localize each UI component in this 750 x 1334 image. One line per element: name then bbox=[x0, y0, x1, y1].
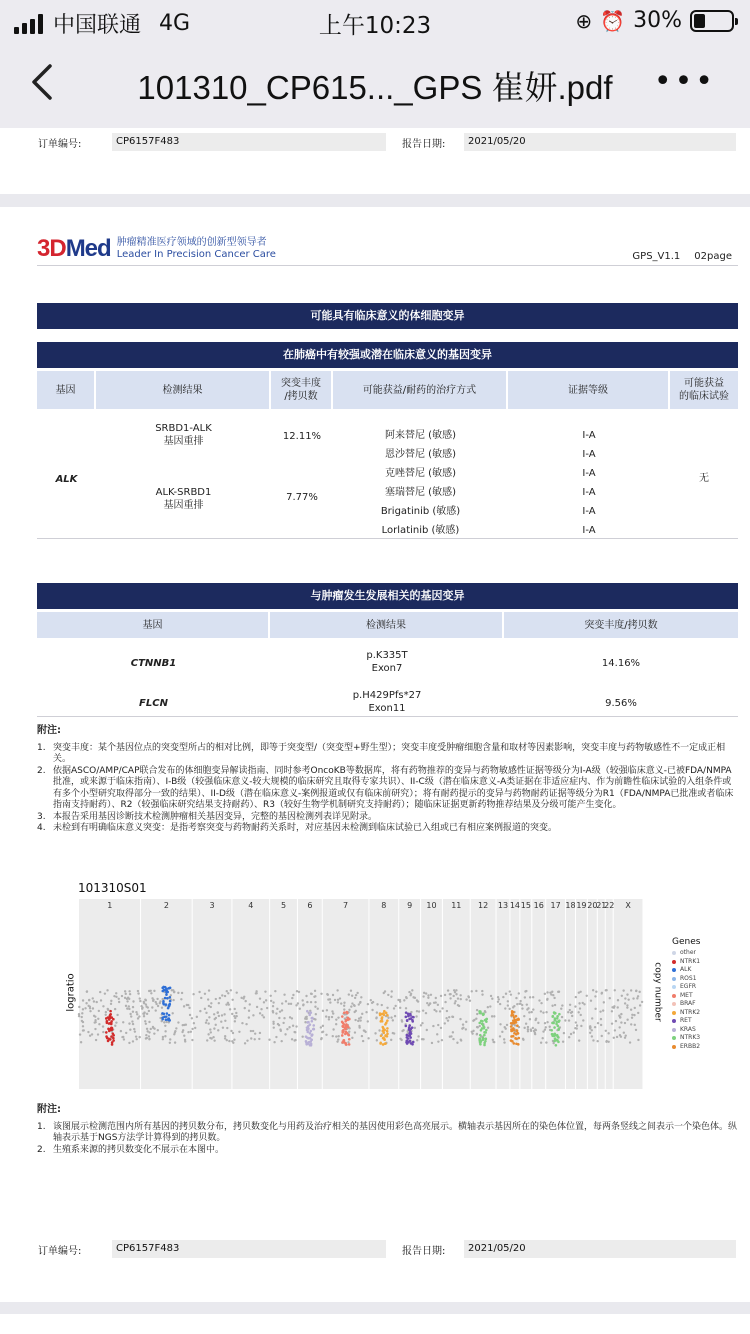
lung-table-header: 基因 检测结果 突变丰度 /拷贝数 可能获益/耐药的治疗方式 证据等级 可能获益 的临床试验 bbox=[37, 371, 738, 409]
legend-item: ALK bbox=[672, 966, 700, 975]
gene-alk: ALK bbox=[55, 474, 78, 485]
legend-item: NTRK2 bbox=[672, 1009, 700, 1018]
plot-legend bbox=[672, 949, 700, 1051]
abundance-flcn: 9.56% bbox=[605, 698, 637, 709]
chromosome-label: 11 bbox=[451, 901, 462, 910]
status-bar bbox=[0, 0, 750, 42]
plot-title: 101310S01 bbox=[78, 881, 147, 895]
pdf-page-2 bbox=[0, 207, 750, 1302]
back-icon[interactable] bbox=[30, 62, 70, 106]
result-2: ALK-SRBD1 基因重排 bbox=[155, 487, 212, 511]
chromosome-label: 18 bbox=[565, 901, 576, 910]
chromosome-label: 5 bbox=[281, 901, 287, 910]
copy-number-scatter bbox=[58, 877, 688, 1117]
section-tumor-title: 与肿瘤发生发展相关的基因变异 bbox=[37, 583, 738, 609]
chromosome-label: 9 bbox=[407, 901, 413, 910]
chromosome-label: 17 bbox=[550, 901, 561, 910]
chromosome-label: 10 bbox=[426, 901, 437, 910]
chromosome-label: 19 bbox=[576, 901, 587, 910]
legend-item: other bbox=[672, 949, 700, 958]
section-lung-title: 在肺癌中有较强或潜在临床意义的基因变异 bbox=[37, 342, 738, 368]
clock: 上午10:23 bbox=[318, 13, 432, 39]
abundance-ctnnb1: 14.16% bbox=[601, 658, 641, 669]
gene-ctnnb1: CTNNB1 bbox=[130, 658, 177, 669]
result-flcn: p.H429Pfs*27 Exon11 bbox=[352, 690, 422, 714]
chromosome-label: 8 bbox=[381, 901, 387, 910]
section-main-title: 可能具有临床意义的体细胞变异 bbox=[37, 303, 738, 329]
chromosome-label: 13 bbox=[497, 901, 509, 910]
rotation-lock-icon: ⊕ bbox=[575, 8, 593, 33]
gene-flcn: FLCN bbox=[139, 698, 168, 709]
order-bar bbox=[38, 132, 738, 152]
chromosome-label: 7 bbox=[343, 901, 349, 910]
chromosome-label: 14 bbox=[509, 901, 520, 910]
legend-item: NTRK3 bbox=[672, 1034, 700, 1043]
date-label: 报告日期: bbox=[402, 138, 446, 150]
legend-item: RET bbox=[672, 1017, 700, 1026]
notes-2: 附注: 1. 该图展示检测范围内所有基因的拷贝数分布，拷贝数变化与用药及治疗相关的基因使用彩色高亮展示。横轴表示基因所在的染色体位置，每两条竖线之间表示一个染色体。纵轴表示基于NGS方法学计算得到的拷贝数。 2. 生殖系来源的拷贝数变化不展示在本图中。 bbox=[37, 1104, 738, 1155]
chromosome-label: 16 bbox=[533, 901, 544, 910]
plot-ylabel2: copy number bbox=[652, 962, 663, 1022]
battery-label: 30% bbox=[633, 8, 682, 33]
legend-item: BRAF bbox=[672, 1000, 700, 1009]
drug-list: 阿来替尼 (敏感) 恩沙替尼 (敏感) 克唑替尼 (敏感) 塞瑞替尼 (敏感) Brigatinib (敏感) Lorlatinib (敏感) bbox=[380, 430, 461, 536]
result-ctnnb1: p.K335T Exon7 bbox=[366, 650, 408, 674]
slogan-en: Leader In Precision Cancer Care bbox=[116, 249, 276, 260]
nav-bar bbox=[0, 42, 750, 128]
chromosome-label: 2 bbox=[163, 901, 169, 910]
legend-item: ROS1 bbox=[672, 975, 700, 984]
chromosome-label: 4 bbox=[248, 901, 254, 910]
chromosome-label: 6 bbox=[307, 901, 313, 910]
chromosome-label: X bbox=[625, 901, 631, 910]
legend-item: EGFR bbox=[672, 983, 700, 992]
alarm-icon: ⏰ bbox=[600, 8, 626, 33]
plot-ylabel: logratio bbox=[65, 973, 77, 1012]
legend-item: KRAS bbox=[672, 1026, 700, 1035]
chromosome-label: 15 bbox=[520, 901, 531, 910]
notes-1: 附注: 1. 突变丰度：某个基因位点的突变型所占的相对比例，即等于突变型/（突变型+野生型）；突变丰度受肿瘤细胞含量和取材等因素影响，突变丰度与药物敏感性不一定成正相关。 2. 依据ASCO/AMP/CAP联合发布的体细胞变异解读指南、同时参考OncoKB等数据库，将有药物推荐的变异与药物敏感性证据等级分为I-A级（较强临床意义-已被FDA/NMPA批准，或来源于临床指南）、I-B级（较强临床意义-较大规模的临床研究且取得专家共识）、II-C级（潜在临床意义-A类证据在非适应症内、作为前瞻性临床试验的入组条件或有多个小型研究取得部分一致的结果）、II-D级（潜在临床意义-案例报道或仅有临床前研究）；将有耐药提示的变异与药物耐药证据等级分为R1（FDA/NMPA已批准或者临床指南支持耐药）、R2（较强临床研究结果支持耐药）、R3（较好生物学机制研究支持耐药）；随临床证据更新药物推荐结果及分级可能产生变化。 3. 本报告采用基因诊断技术检测肿瘤相关基因变异，完整的基因检测列表详见附录。 4. 未检到有明确临床意义突变：是指考察突变与药物耐药关系时，对应基因未检测到临床试验已入组或已有相应案例报道的突变。 bbox=[37, 725, 734, 833]
pdf-page-1 bbox=[0, 128, 750, 194]
abundance-1: 12.11% bbox=[282, 431, 322, 442]
battery-icon bbox=[690, 10, 734, 32]
order-value: CP6157F483 bbox=[112, 133, 386, 151]
legend-item: ERBB2 bbox=[672, 1043, 700, 1052]
slogan-cn: 肿瘤精准医疗领域的创新型领导者 bbox=[116, 237, 267, 248]
tumor-table-header: 基因 检测结果 突变丰度/拷贝数 bbox=[37, 612, 738, 638]
version-label: GPS_V1.1 02page bbox=[632, 251, 732, 262]
chromosome-label: 1 bbox=[107, 901, 113, 910]
chromosome-label: 20 bbox=[587, 901, 598, 910]
carrier-label: 中国联通 bbox=[53, 13, 142, 38]
chromosome-label: 21 bbox=[596, 901, 607, 910]
network-label: 4G bbox=[159, 11, 191, 36]
legend-title: Genes bbox=[672, 937, 701, 947]
date-value: 2021/05/20 bbox=[464, 133, 736, 151]
more-icon[interactable]: ••• bbox=[653, 64, 716, 99]
chromosome-label: 22 bbox=[604, 901, 615, 910]
evidence-list: I-A I-A I-A I-A I-A I-A bbox=[582, 430, 596, 536]
order-label: 订单编号: bbox=[38, 138, 82, 150]
result-1: SRBD1-ALK 基因重排 bbox=[155, 423, 212, 447]
chromosome-label: 3 bbox=[209, 901, 215, 910]
document-title: 101310_CP615..._GPS 崔妍.pdf bbox=[137, 69, 613, 106]
order-bar-bottom: 订单编号: CP6157F483 报告日期: 2021/05/20 bbox=[38, 1239, 738, 1259]
legend-item: MET bbox=[672, 992, 700, 1001]
company-logo: 3DMed 肿瘤精准医疗领域的创新型领导者 Leader In Precision Cancer Care bbox=[37, 235, 276, 262]
copy-number-plot bbox=[58, 877, 701, 1117]
chromosome-label: 12 bbox=[478, 901, 489, 910]
trial-value: 无 bbox=[699, 473, 709, 484]
pdf-page-3 bbox=[0, 1314, 750, 1334]
abundance-2: 7.77% bbox=[286, 492, 318, 503]
legend-item: NTRK1 bbox=[672, 958, 700, 967]
